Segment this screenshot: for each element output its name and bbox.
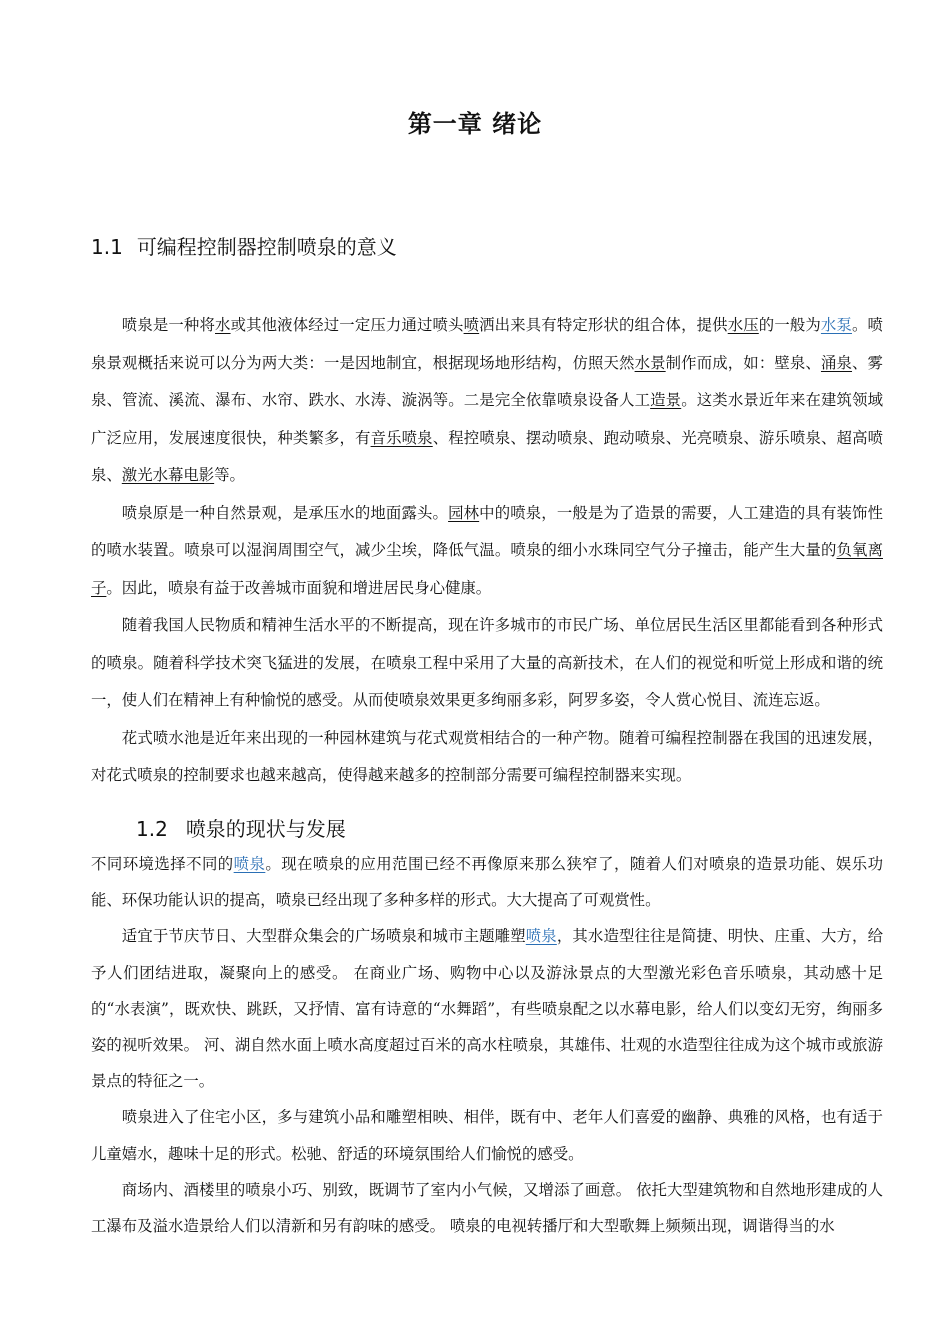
section-1-1-body — [91, 307, 883, 795]
paragraph — [91, 918, 883, 1099]
text-run: 。现在喷泉的应用范围已经不再像原来那么狭窄了，随着人们对喷泉的造景功能、娱乐功能、环保功能认识的提高，喷泉已经出现了多种多样的形式。大大提高了可观赏性。 — [91, 855, 883, 910]
text-run: 的一般为 — [758, 316, 821, 334]
section-title: 喷泉的现状与发展 — [185, 817, 346, 841]
section-1-2-body — [91, 846, 883, 1244]
section-heading-1-2 — [136, 813, 346, 842]
text-run: 制作而成，如：壁泉、 — [665, 353, 821, 372]
link-landscaping[interactable]: 造景 — [650, 391, 682, 409]
text-run: 不同环境选择不同的 — [91, 855, 234, 873]
link-fountain[interactable]: 喷泉 — [233, 855, 266, 873]
paragraph — [91, 846, 883, 918]
paragraph — [91, 495, 883, 608]
text-run: 或其他液体经过一定压力通过喷头 — [230, 316, 464, 334]
text-run: 、雾泉、管流、溪流、瀑布、水帘、跌水、水涛、漩涡等。二是完全依靠喷泉设备人工 — [91, 353, 883, 409]
text-run: 等。 — [214, 466, 245, 484]
chapter-title: 第一章 绪论 — [407, 110, 543, 138]
link-gushing-spring[interactable]: 涌泉 — [820, 353, 853, 372]
link-laser-water-screen-movie[interactable]: 激光水幕电影 — [121, 466, 215, 484]
paragraph: 随着我国人民物质和精神生活水平的不断提高，现在许多城市的市民广场、单位居民生活区里都能看到各种形式的喷泉。随着科学技术突飞猛进的发展，在喷泉工程中采用了大量的高新技术，在人们的视觉和听觉上形成和谐的统一，使人们在精神上有种愉悦的感受。从而使喷泉效果更多绚丽多彩，阿罗多姿，令人赏心悦目、流连忘返。 — [91, 616, 883, 709]
section-number: 1.2 — [136, 817, 168, 841]
link-water-pump[interactable]: 水泵 — [820, 316, 852, 334]
text-run: 。这类水景近年来在建筑领域广泛应用，发展速度很快，种类繁多，有 — [91, 391, 883, 447]
section-number: 1.1 — [91, 235, 123, 259]
paragraph: 商场内、酒楼里的喷泉小巧、别致，既调节了室内小气候，又增添了画意。 依托大型建筑物和自然地形建成的人工瀑布及溢水造景给人们以清新和另有韵味的感受。 喷泉的电视转播厅和大型歌舞上频频出现，调谐得当的水 — [91, 1180, 883, 1236]
text-run: 喷泉是一种将 — [121, 316, 216, 334]
text-run: 。因此，喷泉有益于改善城市面貌和增进居民身心健康。 — [106, 578, 492, 597]
text-run: 洒出来具有特定形状的组合体，提供 — [479, 316, 728, 334]
link-fountain[interactable]: 喷泉 — [525, 927, 557, 946]
section-heading-1-1 — [91, 231, 397, 260]
link-music-fountain[interactable]: 音乐喷泉 — [370, 428, 433, 447]
text-run: 中的喷泉，一般是为了造景的需要，人工建造的具有装饰性的喷水装置。喷泉可以湿润周围空气，减少尘埃，降低气温。喷泉的细小水珠同空气分子撞击，能产生大量的 — [91, 503, 883, 559]
link-water[interactable]: 水 — [215, 316, 231, 334]
text-run: 喷泉原是一种自然景观，是承压水的地面露头。 — [121, 503, 449, 522]
link-waterscape[interactable]: 水景 — [634, 353, 666, 372]
link-garden[interactable]: 园林 — [448, 503, 480, 522]
section-title: 可编程控制器控制喷泉的意义 — [136, 235, 397, 259]
link-negative-oxygen-ions[interactable]: 负氧离子 — [91, 541, 883, 597]
paragraph: 花式喷水池是近年来出现的一种园林建筑与花式观赏相结合的一种产物。随着可编程控制器在我国的迅速发展，对花式喷泉的控制要求也越来越高，使得越来越多的控制部分需要可编程控制器来实现。 — [91, 728, 883, 784]
text-run: 、程控喷泉、摆动喷泉、跑动喷泉、光亮喷泉、游乐喷泉、超高喷泉、 — [91, 428, 883, 484]
link-spray[interactable]: 喷 — [463, 316, 480, 334]
text-run: 。喷泉景观概括来说可以分为两大类：一是因地制宜，根据现场地形结构，仿照天然 — [91, 316, 883, 372]
text-run: ，其水造型往往是简捷、明快、庄重、大方，给予人们团结进取，凝聚向上的感受。 在商业广场、购物中心以及游泳景点的大型激光彩色音乐喷泉，其动感十足的“水表演”，既欢快、跳跃，又抒情、富有诗意的“水舞蹈”，有些喷泉配之以水幕电影，给人们以变幻无穷，绚丽多姿的视听效果。 河、湖自然水面上喷水高度超过百米的高水柱喷泉，其雄伟、壮观的水造型往往成为这个城市或旅游景点的特征之一。 — [91, 927, 883, 1091]
paragraph: 喷泉进入了住宅小区，多与建筑小品和雕塑相映、相伴，既有中、老年人们喜爱的幽静、典雅的风格，也有适于儿童嬉水，趣味十足的形式。松驰、舒适的环境氛围给人们愉悦的感受。 — [91, 1108, 883, 1163]
paragraph — [91, 307, 883, 495]
link-water-pressure[interactable]: 水压 — [727, 316, 759, 334]
text-run: 适宜于节庆节日、大型群众集会的广场喷泉和城市主题雕塑 — [121, 927, 526, 946]
